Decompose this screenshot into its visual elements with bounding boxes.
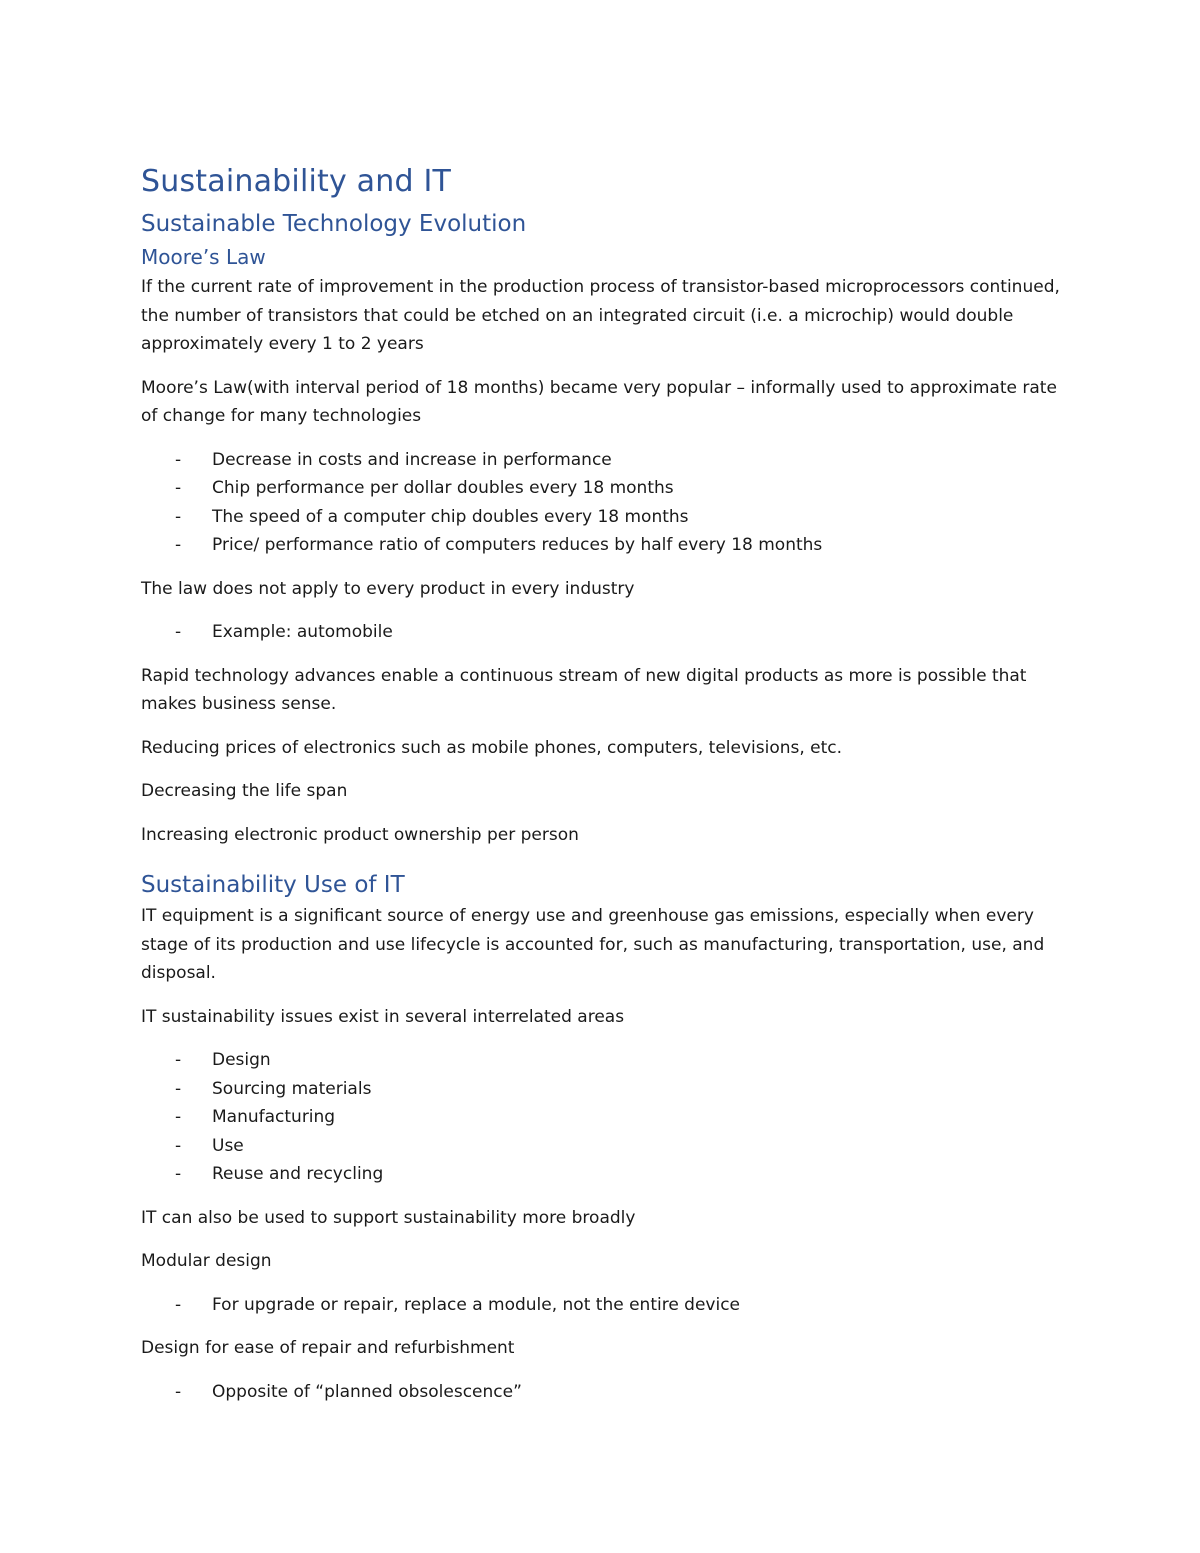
list-item: - Example: automobile <box>141 618 1071 647</box>
heading-sustainable-technology-evolution: Sustainable Technology Evolution <box>141 211 527 237</box>
dash-bullet: - <box>175 449 182 470</box>
document-page <box>141 163 1071 1421</box>
list-item: - Manufacturing <box>141 1103 1071 1132</box>
list-item: - For upgrade or repair, replace a module, not the entire device <box>141 1291 1071 1320</box>
dash-bullet: - <box>175 506 182 527</box>
dash-bullet: - <box>175 1078 182 1099</box>
paragraph-modular-design: Modular design <box>141 1251 272 1271</box>
paragraph-reducing-prices: Reducing prices of electronics such as mobile phones, computers, televisions, etc. <box>141 737 843 758</box>
paragraph-rapid-advances: Rapid technology advances enable a continuous stream of new digital products as more is possible that makes business sense. <box>141 665 1027 714</box>
list-item: - Reuse and recycling <box>141 1160 1071 1189</box>
list-item: - Chip performance per dollar doubles every 18 months <box>141 474 1071 503</box>
list-item: - Decrease in costs and increase in performance <box>141 446 1071 475</box>
paragraph-design-for-repair: Design for ease of repair and refurbishment <box>141 1338 515 1358</box>
dash-bullet: - <box>175 1050 182 1070</box>
list-item: - Sourcing materials <box>141 1075 1071 1104</box>
list-design-for-repair <box>141 1378 1071 1407</box>
paragraph-moores-law-popularity: Moore’s Law(with interval period of 18 months) became very popular – informally used to approximate rate of change for many technologies <box>141 377 1057 426</box>
dash-bullet: - <box>175 1294 182 1315</box>
list-moores-law-effects <box>141 446 1071 560</box>
paragraph-moores-law-definition: If the current rate of improvement in the production process of transistor-based microprocessors continued, the number of transistors that could be etched on an integrated circuit (i.e. a microchip) would double approximately every 1 to 2 years <box>141 277 1060 354</box>
heading-moores-law: Moore’s Law <box>141 245 266 269</box>
list-item: - Price/ performance ratio of computers reduces by half every 18 months <box>141 531 1071 560</box>
list-item: - Design <box>141 1046 1071 1075</box>
list-item: - Opposite of “planned obsolescence” <box>141 1378 1071 1407</box>
list-item: - Use <box>141 1132 1071 1161</box>
paragraph-it-support-sustainability: IT can also be used to support sustainability more broadly <box>141 1207 636 1228</box>
list-modular-design <box>141 1291 1071 1320</box>
dash-bullet: - <box>175 622 182 642</box>
list-item: - The speed of a computer chip doubles every 18 months <box>141 503 1071 532</box>
paragraph-increasing-ownership: Increasing electronic product ownership per person <box>141 824 579 845</box>
dash-bullet: - <box>175 535 182 555</box>
dash-bullet: - <box>175 478 182 498</box>
list-sustainability-areas <box>141 1046 1071 1189</box>
dash-bullet: - <box>175 1107 182 1127</box>
paragraph-it-equipment-energy: IT equipment is a significant source of energy use and greenhouse gas emissions, especially when every stage of its production and use lifecycle is accounted for, such as manufacturing, transportation, use, and disposal. <box>141 906 1045 983</box>
list-law-example <box>141 618 1071 647</box>
dash-bullet: - <box>175 1135 182 1156</box>
paragraph-law-scope: The law does not apply to every product in every industry <box>141 578 635 599</box>
paragraph-it-sustainability-issues: IT sustainability issues exist in several interrelated areas <box>141 1006 625 1027</box>
dash-bullet: - <box>175 1164 182 1184</box>
dash-bullet: - <box>175 1381 182 1402</box>
heading-sustainability-use-of-it: Sustainability Use of IT <box>141 872 405 898</box>
document-title: Sustainability and IT <box>141 164 452 199</box>
paragraph-decreasing-life-span: Decreasing the life span <box>141 781 348 801</box>
